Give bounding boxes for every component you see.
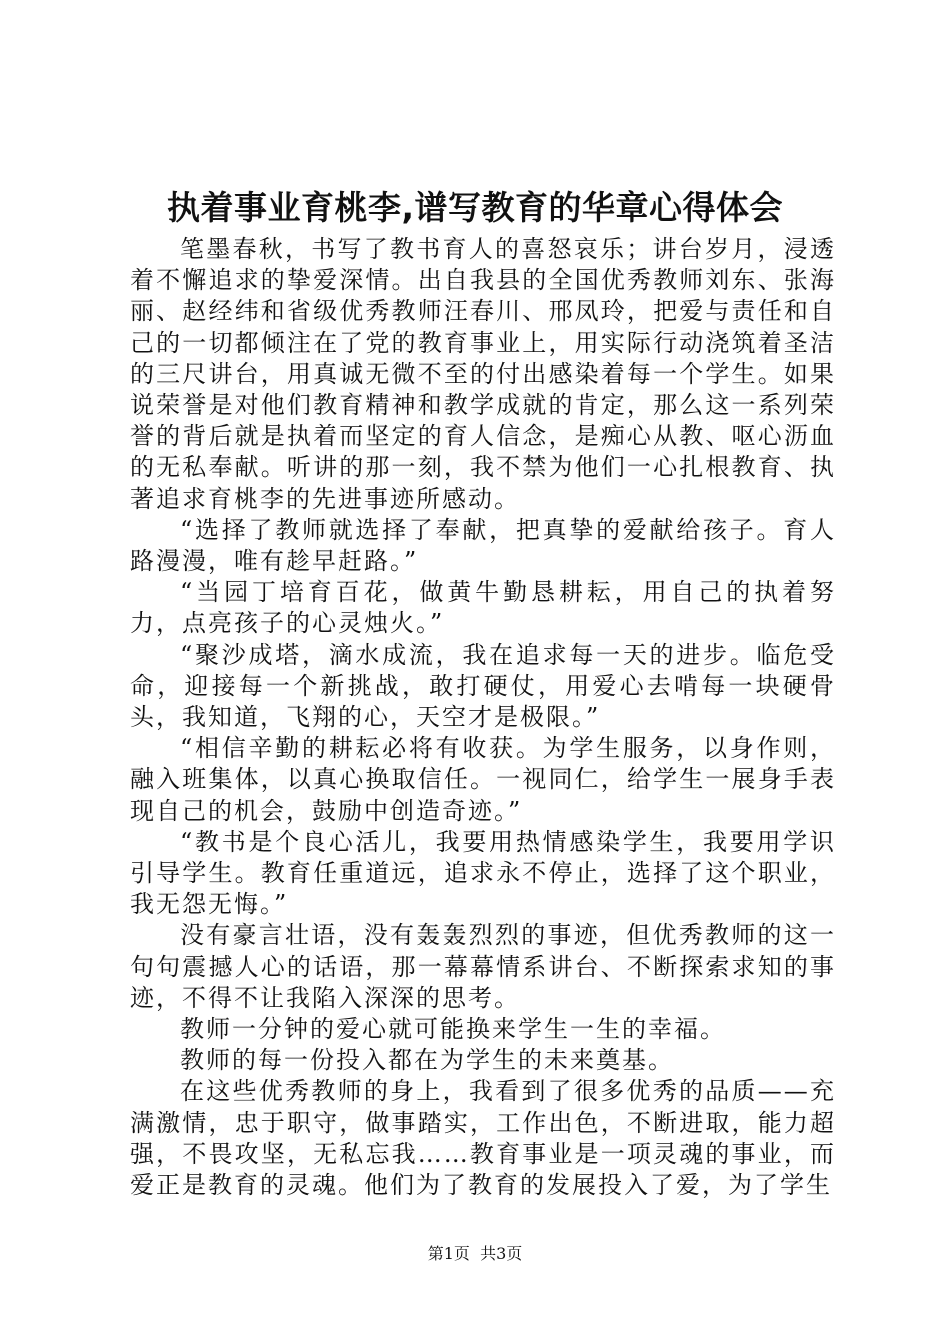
- paragraph-quote-1: “选择了教师就选择了奉献，把真挚的爱献给孩子。育人路漫漫，唯有趁早赶路。”: [130, 515, 836, 576]
- document-body: [130, 234, 836, 1201]
- paragraph-quote-3: “聚沙成塔，滴水成流，我在追求每一天的进步。临危受命，迎接每一个新挑战，敢打硬仗，用爱心去啃每一块硬骨头，我知道，飞翔的心，天空才是极限。”: [130, 640, 836, 732]
- page-footer: [0, 1244, 950, 1264]
- paragraph-love: 教师一分钟的爱心就可能换来学生一生的幸福。: [180, 1015, 726, 1044]
- paragraph-intro: 笔墨春秋，书写了教书育人的喜怒哀乐；讲台岁月，浸透着不懈追求的挚爱深情。出自我县的全国优秀教师刘东、张海丽、赵经纬和省级优秀教师汪春川、邢凤玲，把爱与责任和自己的一切都倾注在了党的教育事业上，用实际行动浇筑着圣洁的三尺讲台，用真诚无微不至的付出感染着每一个学生。如果说荣誉是对他们教育精神和教学成就的肯定，那么这一系列荣誉的背后就是执着而坚定的育人信念，是痴心从教、呕心沥血的无私奉献。听讲的那一刻，我不禁为他们一心扎根教育、执著追求育桃李的先进事迹所感动。: [130, 235, 836, 513]
- page-number: 第1页 共3页: [427, 1244, 523, 1263]
- paragraph-quote-5: “教书是个良心活儿，我要用热情感染学生，我要用学识引导学生。教育任重道远，追求永不停止，选择了这个职业，我无怨无悔。”: [130, 827, 836, 919]
- paragraph-investment: 教师的每一份投入都在为学生的未来奠基。: [180, 1046, 674, 1075]
- paragraph-quote-2: “当园丁培育百花，做黄牛勤恳耕耘，用自己的执着努力，点亮孩子的心灵烛火。”: [130, 578, 836, 638]
- paragraph-reflection: 没有豪言壮语，没有轰轰烈烈的事迹，但优秀教师的这一句句震撼人心的话语，那一幕幕情系讲台、不断探索求知的事迹，不得不让我陷入深深的思考。: [130, 921, 836, 1012]
- paragraph-quote-4: “相信辛勤的耕耘必将有收获。为学生服务，以身作则，融入班集体，以真心换取信任。一视同仁，给学生一展身手表现自己的机会，鼓励中创造奇迹。”: [130, 734, 836, 825]
- document-title: 执着事业育桃李,谱写教育的华章心得体会: [166, 188, 784, 227]
- paragraph-qualities: 在这些优秀教师的身上，我看到了很多优秀的品质——充满激情，忠于职守，做事踏实，工作出色，不断进取，能力超强，不畏攻坚，无私忘我……教育事业是一项灵魂的事业，而爱正是教育的灵魂。他们为了教育的发展投入了爱，为了学生: [130, 1077, 836, 1200]
